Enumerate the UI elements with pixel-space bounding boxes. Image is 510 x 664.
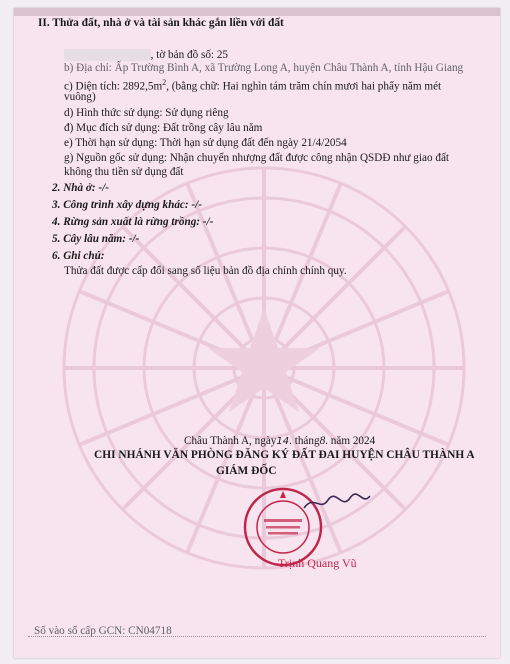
perennial-item: 5. Cây lâu năm: -/- (52, 233, 140, 245)
area-line (64, 76, 441, 94)
notes-title: 6. Ghi chú: (52, 250, 105, 262)
certificate-page (14, 8, 500, 658)
parcel-number-redacted (64, 49, 151, 61)
origin-line: g) Nguồn gốc sử dụng: Nhận chuyển nhượng đất được công nhận QSDĐ như giao đất (64, 152, 450, 164)
address-line: b) Địa chỉ: Ấp Trường Bình A, xã Trường Long A, huyện Châu Thành A, tỉnh Hậu Giang (64, 62, 464, 74)
section-heading: II. Thửa đất, nhà ở và tài sản khác gắn liền với đất (38, 17, 284, 29)
place-date-line (184, 434, 375, 449)
director-title: GIÁM ĐỐC (216, 465, 277, 477)
use-term-line: e) Thời hạn sử dụng: Thời hạn sử dụng đất đến ngày 21/4/2054 (64, 137, 347, 149)
day-handwritten: 14 (276, 436, 290, 447)
signature-scribble (302, 490, 372, 516)
month-handwritten: 8 (319, 435, 326, 447)
origin-line-cont: không thu tiền sử dụng đất (64, 166, 184, 178)
year-text: . năm 2024 (325, 435, 376, 447)
month-prefix: . tháng (289, 435, 320, 447)
parcel-number-line (64, 48, 228, 62)
area-in-words: , (bằng chữ: Hai nghìn tám trăm chín mươi hai phẩy năm mét (166, 80, 442, 93)
office-name: CHI NHÁNH VĂN PHÒNG ĐĂNG KÝ ĐẤT ĐAI HUYỆN CHÂU THÀNH A (94, 449, 475, 461)
area-superscript: 2 (162, 78, 167, 87)
construction-item: 3. Công trình xây dựng khác: -/- (52, 199, 202, 211)
map-sheet-number: , tờ bản đồ số: 25 (150, 49, 229, 61)
use-form-line: d) Hình thức sử dụng: Sử dụng riêng (64, 107, 229, 119)
place-date-prefix: Châu Thành A, ngày (184, 435, 277, 447)
record-number: Số vào sổ cấp GCN: CN04718 (34, 625, 172, 637)
use-purpose-line: đ) Mục đích sử dụng: Đất trồng cây lâu năm (64, 122, 263, 134)
house-item: 2. Nhà ở: -/- (52, 182, 109, 194)
signer-name: Trịnh Quang Vũ (278, 556, 357, 570)
forest-item: 4. Rừng sản xuất là rừng trồng: -/- (52, 216, 214, 228)
notes-text: Thửa đất được cấp đổi sang số liệu bản đồ địa chính chính quy. (64, 265, 347, 277)
area-in-words-cont: vuông) (64, 91, 96, 103)
area-label: c) Diện tích: 2892,5m (64, 80, 163, 93)
